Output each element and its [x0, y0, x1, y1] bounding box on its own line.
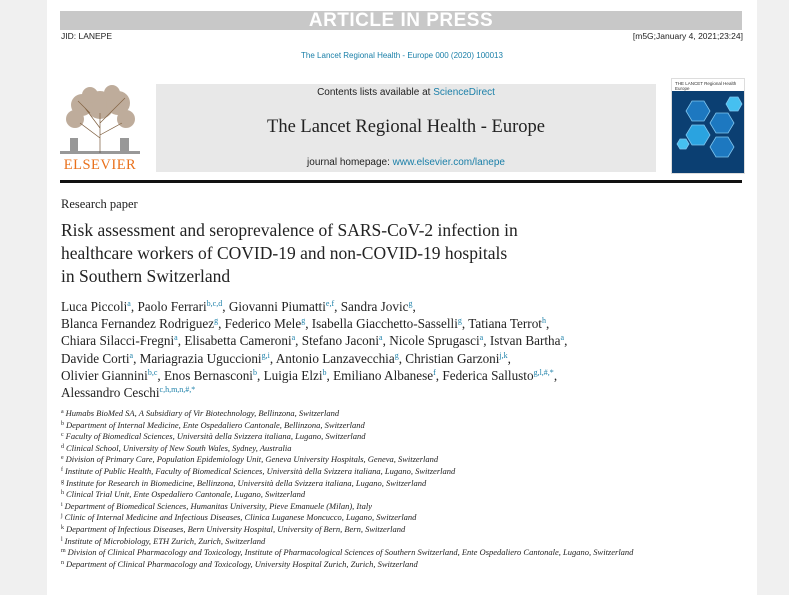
- author-name: Blanca Fernandez Rodriguez: [61, 316, 215, 332]
- author-affiliation-marks[interactable]: h: [541, 316, 546, 326]
- author[interactable]: [468, 316, 546, 331]
- affiliation-item: [61, 512, 651, 524]
- author-name: Davide Corti: [61, 350, 130, 366]
- author[interactable]: [61, 351, 133, 366]
- author-affiliation-marks[interactable]: g,i: [261, 350, 270, 360]
- affiliation-item: [61, 408, 651, 420]
- affiliation-key: b: [61, 420, 64, 427]
- author-affiliation-marks[interactable]: c,h,m,n,#,*: [159, 385, 196, 395]
- affiliation-text: Institute of Public Health, Faculty of Biomedical Sciences, Università della Svizzera italiana, Lugano, Switzerland: [65, 465, 456, 476]
- author-affiliation-marks[interactable]: a: [291, 333, 296, 343]
- author[interactable]: [61, 299, 131, 314]
- author[interactable]: [61, 385, 195, 400]
- version-stamp: [m5G;January 4, 2021;23:24]: [632, 31, 743, 41]
- author-name: Chiara Silacci-Fregni: [61, 333, 175, 349]
- affiliation-item: [61, 547, 651, 559]
- affiliation-key: k: [61, 524, 64, 531]
- affiliation-item: [61, 478, 651, 490]
- affiliation-key: g: [61, 478, 64, 485]
- title-line: in Southern Switzerland: [61, 266, 231, 286]
- author-name: Enos Bernasconi: [163, 367, 253, 383]
- article-page: [47, 0, 757, 595]
- article-title: [61, 219, 661, 288]
- author-name: Tatiana Terrot: [468, 316, 542, 332]
- author[interactable]: [61, 333, 178, 348]
- author[interactable]: [61, 368, 157, 383]
- contents-prefix: Contents lists available at: [317, 87, 434, 98]
- author[interactable]: [442, 368, 553, 383]
- affiliation-key: a: [61, 409, 64, 415]
- affiliation-key: f: [61, 466, 63, 473]
- affiliation-key: e: [61, 455, 64, 462]
- journal-cover-thumbnail: [671, 78, 745, 174]
- author-affiliation-marks[interactable]: a: [127, 299, 131, 308]
- author-affiliation-marks[interactable]: b: [252, 367, 257, 377]
- author-name: Sandra Jovic: [340, 299, 409, 314]
- author-list: Luca Piccoli$^a$, Paolo Ferrari$^{b,c,d}$, Giovanni Piumatti$^{e,f}$, Sandra Jovic$^g$, Blanca Fernandez Rodriguez$^g$, Federico Mele$^g$, Isabella Giacchetto-Sasselli$^g$, Tatiana Terrot$^h$, Chiara Silacci-Fregni$^a$, Elisabetta Cameroni$^a$, Stefano Jaconi$^a$, Nicole Sprugasci$^a$, Istvan Bartha$^a$, Davide Corti$^a$, Mariagrazia Uguccioni$^{g,i}$, Antonio Lanzavecchia$^g$, Christian Garzoni$^{j,k}$, Olivier Giannini$^{b,c}$, Enos Bernasconi$^b$, Luigia Elzi$^b$, Emiliano Albanese$^f$, Federica Sallusto$^{g,l,\#,*}$, Alessandro Ceschi$^{c,h,m,n,\#,*}$: [61, 299, 568, 401]
- author-affiliation-marks[interactable]: b,c: [147, 367, 158, 377]
- author[interactable]: [140, 351, 270, 366]
- author-name: Giovanni Piumatti: [228, 299, 326, 314]
- author[interactable]: [225, 316, 306, 331]
- affiliation-item: [61, 420, 651, 432]
- author-affiliation-marks[interactable]: g: [457, 316, 462, 326]
- journal-masthead: [156, 84, 656, 172]
- author-affiliation-marks[interactable]: a: [129, 350, 134, 360]
- homepage-line: [156, 157, 656, 168]
- author[interactable]: [405, 351, 507, 366]
- affiliation-key: d: [61, 443, 64, 450]
- affiliation-item: [61, 559, 651, 571]
- author-name: Federica Sallusto: [442, 367, 534, 383]
- author-affiliation-marks[interactable]: g,l,#,*: [533, 367, 554, 377]
- affiliation-text: Department of Internal Medicine, Ente Ospedaliero Cantonale, Bellinzona, Switzerland: [66, 419, 365, 430]
- author-affiliation-marks[interactable]: e,f: [325, 299, 335, 308]
- journal-title: The Lancet Regional Health - Europe: [267, 117, 545, 137]
- author-name: Luigia Elzi: [263, 367, 323, 383]
- affiliation-key: n: [61, 559, 64, 566]
- author[interactable]: [276, 351, 399, 366]
- affiliation-item: [61, 536, 651, 548]
- author-affiliation-marks[interactable]: g: [408, 299, 413, 308]
- title-line: healthcare workers of COVID-19 and non-COVID-19 hospitals: [61, 243, 508, 263]
- author[interactable]: [137, 299, 222, 314]
- homepage-prefix: journal homepage:: [307, 157, 393, 168]
- author-name: Federico Mele: [224, 316, 302, 332]
- affiliation-text: Division of Clinical Pharmacology and Toxicology, Institute of Pharmacological Sciences of Southern Switzerland, Ente Ospedaliero Cantonale, Lugano, Switzerland: [67, 547, 634, 558]
- affiliation-item: [61, 454, 651, 466]
- journal-homepage-link[interactable]: www.elsevier.com/lanepe: [392, 157, 505, 168]
- author[interactable]: [341, 299, 413, 314]
- elsevier-logo-text: ELSEVIER: [63, 157, 137, 173]
- author-affiliation-marks[interactable]: g: [394, 350, 399, 360]
- hexagon-cover-art: [672, 91, 744, 173]
- author-affiliation-marks[interactable]: a: [379, 333, 383, 343]
- author-name: Paolo Ferrari: [137, 299, 207, 314]
- author-affiliation-marks[interactable]: b,c,d: [206, 299, 223, 308]
- affiliation-text: Department of Infectious Diseases, Bern University Hospital, University of Bern, Bern, Switzerland: [66, 523, 406, 534]
- author[interactable]: [333, 368, 436, 383]
- author-name: Stefano Jaconi: [301, 333, 380, 349]
- affiliation-key: i: [61, 501, 63, 508]
- author-name: Christian Garzoni: [405, 350, 500, 366]
- article-in-press-banner: ARTICLE IN PRESS: [60, 11, 742, 30]
- author[interactable]: [184, 333, 295, 348]
- sciencedirect-link[interactable]: ScienceDirect: [433, 87, 495, 98]
- author-affiliation-marks[interactable]: a: [560, 333, 565, 343]
- author[interactable]: [490, 333, 564, 348]
- author-affiliation-marks[interactable]: a: [174, 333, 178, 343]
- cover-title: THE LANCET Regional Health Europe: [675, 81, 737, 91]
- article-type: Research paper: [61, 197, 138, 211]
- author-affiliation-marks[interactable]: g: [214, 316, 219, 326]
- affiliation-text: Institute of Microbiology, ETH Zurich, Zurich, Switzerland: [64, 535, 266, 546]
- affiliation-item: [61, 489, 651, 501]
- author-name: Alessandro Ceschi: [61, 385, 160, 401]
- author[interactable]: [229, 299, 334, 314]
- author-name: Mariagrazia Uguccioni: [139, 350, 262, 366]
- affiliation-item: [61, 443, 651, 455]
- author-name: Nicole Sprugasci: [389, 333, 480, 349]
- affiliation-text: Institute for Research in Biomedicine, Bellinzona, Università della Svizzera italiana, Lugano, Switzerland: [66, 477, 427, 488]
- author[interactable]: [164, 368, 257, 383]
- author[interactable]: [389, 333, 483, 348]
- author[interactable]: [312, 316, 462, 331]
- author-affiliation-marks[interactable]: f: [433, 367, 436, 377]
- author-affiliation-marks[interactable]: g: [301, 316, 306, 326]
- title-line: Risk assessment and seroprevalence of SARS-CoV-2 infection in: [61, 220, 518, 240]
- author-affiliation-marks[interactable]: j,k: [499, 350, 508, 360]
- author-name: Emiliano Albanese: [333, 367, 434, 383]
- affiliation-item: [61, 466, 651, 478]
- affiliation-item: [61, 501, 651, 513]
- affiliation-text: Faculty of Biomedical Sciences, Università della Svizzera italiana, Lugano, Switzerland: [65, 431, 366, 442]
- affiliation-key: l: [61, 536, 63, 543]
- affiliation-text: Department of Biomedical Sciences, Humanitas University, Pieve Emanuele (Milan), Italy: [64, 500, 373, 511]
- author-name: Antonio Lanzavecchia: [275, 350, 395, 366]
- affiliation-key: m: [61, 548, 66, 555]
- affiliation-item: [61, 431, 651, 443]
- author-name: Isabella Giacchetto-Sasselli: [311, 316, 458, 332]
- affiliation-text: Department of Clinical Pharmacology and Toxicology, University Hospital Zurich, Zurich, Switzerland: [66, 558, 418, 569]
- journal-id: JID: LANEPE: [61, 31, 113, 41]
- affiliation-key: c: [61, 432, 64, 439]
- affiliation-key: h: [61, 490, 64, 497]
- author-affiliation-marks[interactable]: b: [322, 367, 327, 377]
- author[interactable]: [302, 333, 383, 348]
- author[interactable]: [61, 316, 218, 331]
- affiliation-item: [61, 524, 651, 536]
- author-affiliation-marks[interactable]: a: [479, 333, 484, 343]
- affiliation-key: j: [61, 513, 63, 520]
- author[interactable]: [264, 368, 327, 383]
- journal-reference-link[interactable]: The Lancet Regional Health - Europe 000 (2020) 100013: [301, 51, 503, 60]
- header-rule: [60, 180, 742, 183]
- contents-line: [156, 87, 656, 98]
- author-name: Olivier Giannini: [61, 367, 148, 383]
- affiliation-text: Clinical School, University of New South Wales, Sydney, Australia: [66, 442, 292, 453]
- author-name: Istvan Bartha: [489, 333, 561, 349]
- affiliation-list: [61, 408, 651, 570]
- author-name: Elisabetta Cameroni: [184, 333, 292, 349]
- affiliation-text: Clinical Trial Unit, Ente Ospedaliero Cantonale, Lugano, Switzerland: [66, 489, 306, 500]
- affiliation-text: Humabs BioMed SA, A Subsidiary of Vir Biotechnology, Bellinzona, Switzerland: [65, 408, 340, 418]
- affiliation-text: Clinic of Internal Medicine and Infectious Diseases, Clinica Luganese Moncucco, Lugano, Switzerland: [64, 512, 417, 523]
- affiliation-text: Division of Primary Care, Population Epidemiology Unit, Geneva University Hospitals, Geneva, Switzerland: [65, 454, 439, 465]
- author-name: Luca Piccoli: [61, 299, 128, 314]
